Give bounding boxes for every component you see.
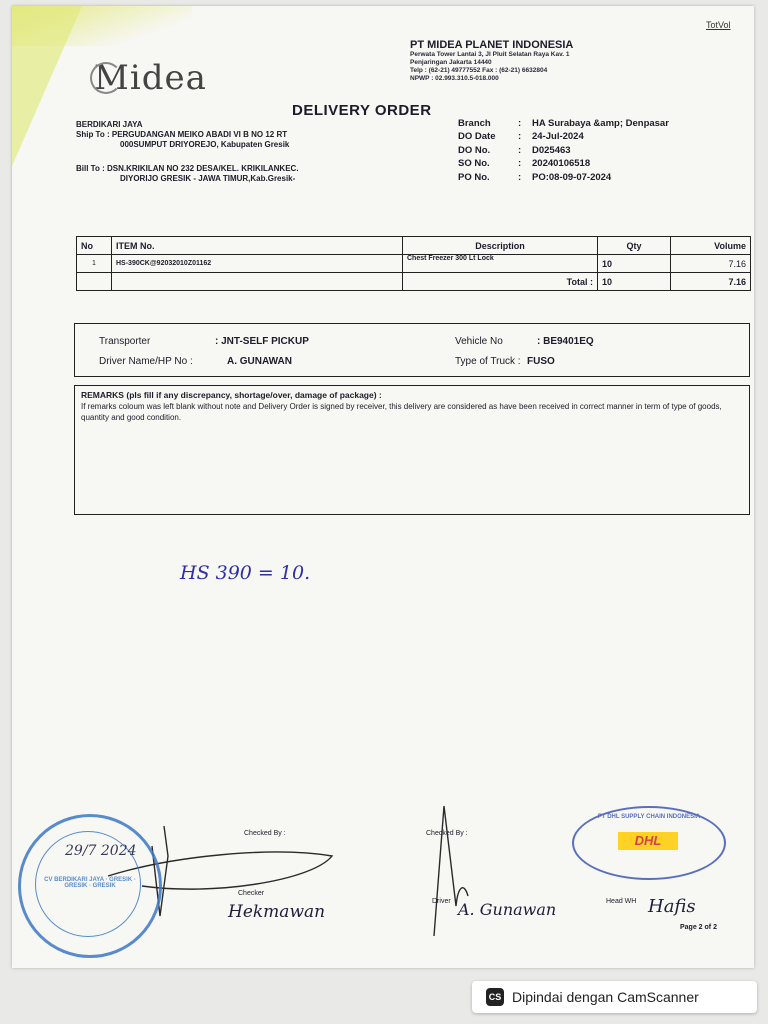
col-qty-header: Qty [598, 237, 671, 255]
row-item: HS-390CK@92032010Z01162 [112, 255, 403, 273]
camscanner-text: Dipindai dengan CamScanner [512, 989, 699, 1005]
meta-branch: Branch : HA Surabaya &amp; Denpasar [458, 118, 669, 129]
dhl-stamp-text: PT DHL SUPPLY CHAIN INDONESIA [597, 814, 701, 820]
truck-value: FUSO [527, 356, 555, 367]
total-volume: 7.16 [671, 273, 751, 291]
checked-by-label-1: Checked By : [244, 830, 286, 837]
document-title: DELIVERY ORDER [292, 102, 432, 119]
camscanner-icon: CS [486, 988, 504, 1006]
company-name: PT MIDEA PLANET INDONESIA [410, 39, 574, 51]
table-total-row [77, 273, 751, 291]
row-no: 1 [77, 255, 112, 273]
remarks-heading: REMARKS [81, 390, 124, 400]
col-description-header: Description [403, 237, 598, 255]
remarks-heading-note: (pls fill if any discrepancy, shortage/over, damage of package) : [126, 390, 382, 400]
transport-box [74, 323, 750, 377]
driver-sign-label: Driver [432, 898, 451, 905]
camscanner-watermark [472, 981, 757, 1013]
company-stamp-text: CV BERDIKARI JAYA · GRESIK · GRESIK · GRESIK [44, 877, 136, 889]
items-table [76, 236, 751, 291]
midea-logo: Midea [94, 58, 207, 98]
handwritten-note: HS 390 = 10. [180, 562, 311, 584]
table-row [77, 255, 751, 273]
remarks-heading-row [75, 386, 749, 400]
page-number: Page 2 of 2 [680, 924, 717, 931]
customer-name: BERDIKARI JAYA [76, 120, 143, 129]
bill-to-line1: DSN.KRIKILAN NO 232 DESA/KEL. KRIKILANKEC. [106, 164, 299, 173]
logo-swoosh-icon [90, 62, 122, 94]
ship-to-label: Ship To : [76, 130, 110, 139]
company-stamp [18, 814, 162, 958]
head-wh-label: Head WH [606, 898, 637, 905]
checker-signature: Hekmawan [228, 902, 326, 922]
company-block [410, 39, 573, 83]
company-npwp-line: NPWP : 02.993.310.5-018.000 [410, 75, 499, 82]
col-no-header: No [77, 237, 112, 255]
col-volume-header: Volume [671, 237, 751, 255]
company-address-line: Perwata Tower Lantai 3, Jl Pluit Selatan Raya Kav. 1 [410, 51, 570, 58]
transporter-label: Transporter [99, 336, 151, 347]
dhl-stamp [572, 806, 726, 880]
driver-label: Driver Name/HP No : [99, 356, 193, 367]
col-item-header: ITEM No. [112, 237, 403, 255]
vehicle-label: Vehicle No [455, 336, 503, 347]
transporter-value: : JNT-SELF PICKUP [215, 336, 309, 347]
company-address-line: Penjaringan Jakarta 14440 [410, 59, 492, 66]
total-qty: 10 [598, 273, 671, 291]
driver-value: A. GUNAWAN [227, 356, 292, 367]
bill-to-line2: DIYORIJO GRESIK - JAWA TIMUR,Kab.Gresik- [120, 174, 296, 183]
totvol-label: TotVol [706, 20, 731, 30]
meta-do-date: DO Date : 24-Jul-2024 [458, 131, 584, 142]
meta-do-no: DO No. : D025463 [458, 145, 571, 156]
driver-signature: A. Gunawan [458, 900, 557, 919]
checked-by-label-2: Checked By : [426, 830, 468, 837]
bill-to-label: Bill To : [76, 164, 105, 173]
vehicle-value: : BE9401EQ [537, 336, 594, 347]
head-wh-signature: Hafis [648, 896, 696, 917]
meta-po-no: PO No. : PO:08-09-07-2024 [458, 172, 612, 183]
dhl-logo: DHL [618, 832, 678, 850]
delivery-order-document [12, 6, 754, 968]
ship-to-row [76, 130, 299, 140]
checker-label: Checker [238, 890, 265, 897]
total-label: Total : [403, 273, 598, 291]
ship-to-line1: PERGUDANGAN MEIKO ABADI VI B NO 12 RT [111, 130, 288, 139]
row-qty: 10 [598, 255, 671, 273]
paper-corner-fade [12, 6, 192, 46]
row-description: Chest Freezer 300 Lt Lock [403, 255, 598, 273]
stamp-date: 29/7 2024 [65, 843, 137, 859]
row-volume: 7.16 [671, 255, 751, 273]
ship-to-line2: 000SUMPUT DRIYOREJO, Kabupaten Gresik [120, 140, 290, 149]
bill-to-row [76, 164, 299, 174]
company-phone-line: Telp : (62-21) 49777552 Fax : (62-21) 6632804 [410, 67, 548, 74]
truck-label: Type of Truck : [455, 356, 521, 367]
table-header-row [77, 237, 751, 255]
meta-so-no: SO No. : 20240106518 [458, 158, 591, 169]
signature-stroke-driver [434, 806, 468, 936]
customer-block [76, 120, 299, 184]
remarks-box [74, 385, 750, 515]
remarks-text: If remarks coloum was left blank without note and Delivery Order is signed by receiver, this delivery are considered as have been received in correct manner in term of type of goods, quantity and good condition. [81, 402, 722, 422]
